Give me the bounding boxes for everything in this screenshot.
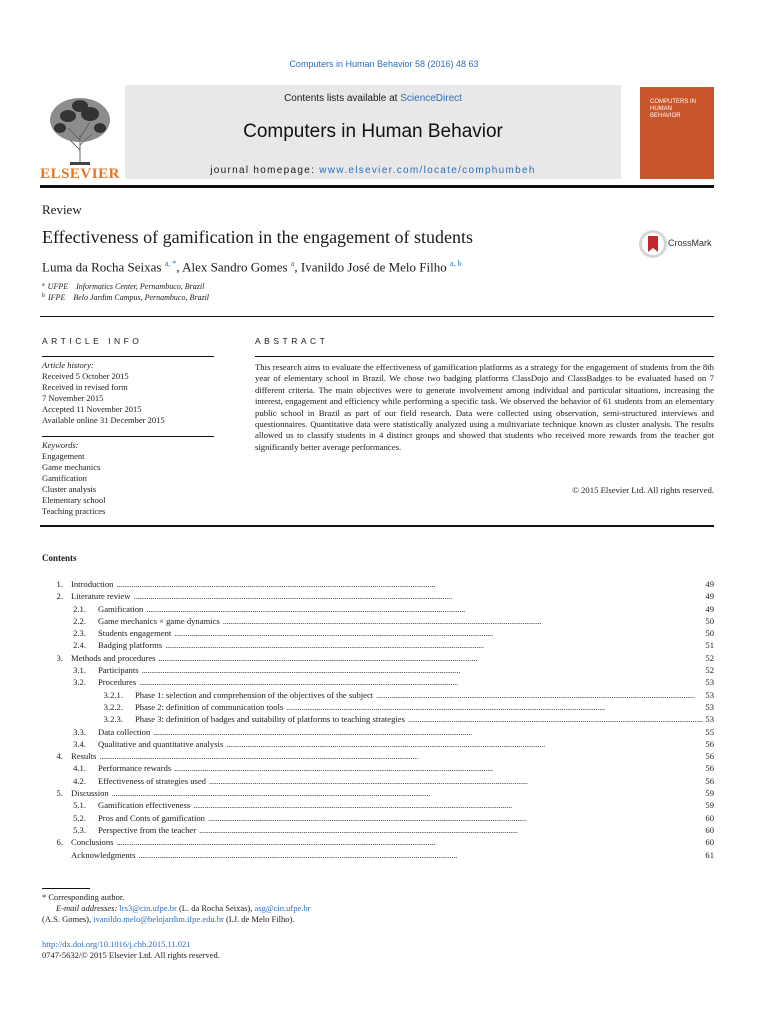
affiliation-marker: b — [42, 293, 45, 299]
toc-entry-page[interactable]: 56 — [705, 738, 714, 749]
toc-entry-number: 2.3. — [73, 628, 86, 639]
table-of-contents — [42, 578, 714, 861]
toc-leader-dots — [286, 701, 703, 713]
email-label: E-mail addresses: — [56, 903, 118, 913]
toc-leader-dots — [99, 750, 703, 762]
toc-entry-label[interactable]: Students engagement — [98, 628, 172, 639]
affiliation-text: IFPE Belo Jardim Campus, Pernambuco, Brazil — [48, 293, 210, 302]
history-line: Received 5 October 2015 — [42, 371, 129, 381]
toc-entry-page[interactable]: 56 — [705, 751, 714, 762]
toc-entry-page[interactable]: 50 — [705, 628, 714, 639]
email-addresses-line-2 — [42, 914, 294, 925]
journal-homepage-line — [125, 165, 621, 176]
toc-entry-label[interactable]: Literature review — [71, 591, 131, 602]
toc-entry-number: 5. — [56, 788, 63, 799]
keyword: Gamification — [42, 473, 87, 483]
toc-leader-dots — [165, 639, 703, 651]
info-rule — [42, 356, 214, 357]
sciencedirect-link[interactable]: ScienceDirect — [400, 93, 462, 104]
toc-entry-number: 3.2.1. — [103, 689, 123, 700]
toc-entry-number: 1. — [56, 579, 63, 589]
toc-entry-page[interactable]: 60 — [705, 824, 714, 835]
toc-entry-number: 5.1. — [73, 800, 86, 811]
keyword: Elementary school — [42, 495, 106, 505]
toc-entry-page[interactable]: 49 — [705, 579, 714, 589]
author-name[interactable]: Alex Sandro Gomes — [182, 259, 288, 275]
toc-entry-page[interactable]: 49 — [705, 591, 714, 602]
history-label: Article history: — [42, 360, 94, 370]
author-affiliation-marker[interactable]: a, b — [450, 259, 462, 268]
keyword: Teaching practices — [42, 506, 106, 516]
toc-entry[interactable] — [42, 615, 714, 627]
toc-entry-page[interactable]: 49 — [705, 603, 714, 614]
toc-entry-page[interactable]: 53 — [705, 689, 714, 700]
abstract-bottom-divider — [40, 525, 714, 527]
contents-available-line — [125, 93, 621, 104]
toc-entry-number: 5.3. — [73, 824, 86, 835]
toc-entry-label[interactable]: Acknowledgments — [71, 849, 136, 860]
toc-leader-dots — [116, 578, 703, 590]
crossmark-icon[interactable] — [638, 229, 668, 259]
toc-entry[interactable] — [42, 738, 714, 750]
toc-entry-number: 6. — [56, 837, 63, 848]
history-line: 7 November 2015 — [42, 393, 104, 403]
journal-reference[interactable]: Computers in Human Behavior 58 (2016) 48 63 — [289, 59, 479, 69]
toc-entry[interactable] — [42, 775, 714, 787]
homepage-prefix: journal homepage: — [210, 165, 320, 176]
abstract-heading: ABSTRACT — [255, 336, 329, 346]
toc-leader-dots — [153, 726, 703, 738]
email-link[interactable]: lrs3@cin.ufpe.br — [119, 903, 177, 913]
toc-entry-number: 4. — [56, 751, 63, 762]
history-line: Accepted 11 November 2015 — [42, 404, 142, 414]
toc-leader-dots — [146, 603, 703, 615]
toc-entry-page[interactable]: 56 — [705, 775, 714, 786]
elsevier-wordmark: ELSEVIER — [40, 166, 120, 182]
toc-entry[interactable] — [42, 603, 714, 615]
toc-entry-label[interactable]: Phase 1: selection and comprehension of the objectives of the subject — [135, 689, 374, 700]
toc-entry-label[interactable]: Qualitative and quantitative analysis — [98, 738, 224, 749]
toc-leader-dots — [193, 799, 703, 811]
toc-entry-label[interactable]: Conclusions — [71, 837, 114, 848]
toc-entry-number: 3.1. — [73, 665, 86, 676]
toc-entry-label[interactable]: Gamification — [98, 603, 144, 614]
toc-entry[interactable] — [42, 701, 714, 713]
toc-entry-number: 3.2.2. — [103, 701, 123, 712]
toc-entry-label[interactable]: Game mechanics × game dynamics — [98, 615, 220, 626]
toc-entry-page[interactable]: 53 — [705, 714, 714, 725]
toc-entry-label[interactable]: Badging platforms — [98, 640, 163, 651]
author-list: Luma da Rocha Seixas $^{a, *}$, Alex Sandro Gomes $^a$, Ivanildo José de Melo Filho $^{a, b}$ — [42, 259, 462, 275]
toc-leader-dots — [223, 615, 704, 627]
toc-entry-label[interactable]: Phase 2: definition of communication tools — [135, 701, 284, 712]
toc-entry-label[interactable]: Methods and procedures — [71, 652, 156, 663]
toc-entry-label[interactable]: Data collection — [98, 726, 151, 737]
toc-leader-dots — [226, 738, 703, 750]
contents-prefix: Contents lists available at — [284, 93, 401, 104]
toc-entry-page[interactable]: 55 — [705, 726, 714, 737]
affiliation-marker: a — [42, 282, 45, 288]
toc-entry[interactable] — [42, 664, 714, 676]
toc-entry[interactable] — [42, 726, 714, 738]
toc-entry[interactable] — [42, 639, 714, 651]
toc-leader-dots — [199, 824, 703, 836]
toc-entry-page[interactable]: 60 — [705, 837, 714, 848]
toc-entry-page[interactable]: 59 — [705, 788, 714, 799]
journal-cover-thumbnail[interactable] — [640, 87, 714, 179]
toc-entry-label[interactable]: Results — [71, 751, 97, 762]
toc-entry-page[interactable]: 51 — [705, 640, 714, 651]
toc-entry[interactable] — [42, 836, 714, 848]
toc-entry[interactable] — [42, 812, 714, 824]
email-owner: (I.J. de Melo Filho). — [225, 914, 295, 924]
article-type: Review — [42, 202, 82, 217]
toc-entry-number: 2.2. — [73, 615, 86, 626]
author-affiliation-marker[interactable]: a, * — [164, 259, 177, 268]
toc-entry-number: 4.2. — [73, 775, 86, 786]
email-link[interactable]: asg@cin.ufpe.br — [254, 903, 311, 913]
toc-entry[interactable] — [42, 689, 714, 701]
toc-entry-number: 3. — [56, 652, 63, 663]
toc-entry[interactable] — [42, 799, 714, 811]
abstract-rule — [255, 356, 714, 357]
toc-entry-label[interactable]: Performance rewards — [98, 763, 172, 774]
toc-leader-dots — [209, 775, 703, 787]
author-name[interactable]: Luma da Rocha Seixas — [42, 259, 162, 275]
toc-leader-dots — [142, 664, 704, 676]
toc-leader-dots — [138, 849, 703, 861]
toc-entry-page[interactable]: 53 — [705, 701, 714, 712]
crossmark-label[interactable]: CrossMark — [668, 238, 712, 248]
toc-entry[interactable] — [42, 590, 714, 602]
keyword: Game mechanics — [42, 462, 101, 472]
toc-leader-dots — [408, 713, 703, 725]
toc-leader-dots — [208, 812, 703, 824]
toc-entry-page[interactable]: 53 — [705, 677, 714, 688]
article-history — [42, 360, 214, 426]
toc-entry-label[interactable]: Procedures — [98, 677, 137, 688]
toc-entry[interactable] — [42, 713, 714, 725]
toc-leader-dots — [139, 676, 703, 688]
toc-entry-label[interactable]: Participants — [98, 665, 139, 676]
toc-entry[interactable] — [42, 627, 714, 639]
affiliation-text: UFPE Informatics Center, Pernambuco, Brazil — [47, 282, 205, 291]
article-title: Effectiveness of gamification in the engagement of students — [42, 227, 474, 247]
affiliation — [42, 282, 204, 291]
toc-leader-dots — [112, 787, 704, 799]
toc-entry[interactable] — [42, 578, 714, 590]
cover-title: COMPUTERS IN HUMAN BEHAVIOR — [650, 99, 697, 119]
toc-entry-label[interactable]: Effectiveness of strategies used — [98, 775, 206, 786]
email-owner: (A.S. Gomes), — [42, 914, 92, 924]
toc-entry-number: 5.2. — [73, 812, 86, 823]
abstract-text: This research aims to evaluate the effectiveness of gamification platforms as a strategy for the engagement of students from the 8th year of elementary school in Brazil. We chose two badging platforms ClassDojo and ClassBadges to be evaluated based on 7 different criteria. The main objectives were to generate involvement among individual and particular situations, increasing the interest, engagement and efficiency while performing a specific task. We observed the behavior of 61 students from an elementary public school in Brazil as part of our field research. Data were collected using observation, semi-structured interviews and questionnaires. Quantitative data were statistically analyzed using a multivariate technique known as cluster analysis. The results allowed us to classify students in 4 distinct groups and showed that students who received more rewards from the teacher got significantly better average performances. — [255, 362, 714, 452]
toc-leader-dots — [174, 762, 703, 774]
author-affiliation-marker[interactable]: a — [290, 259, 295, 268]
toc-entry-number: 2.4. — [73, 640, 86, 651]
issn-copyright: 0747-5632/© 2015 Elsevier Ltd. All rights reserved. — [42, 950, 220, 960]
toc-entry-page[interactable]: 52 — [705, 665, 714, 676]
toc-entry-label[interactable]: Introduction — [71, 579, 114, 589]
toc-entry-number: 3.2.3. — [103, 714, 123, 725]
toc-leader-dots — [376, 689, 703, 701]
section-divider — [40, 316, 714, 317]
email-owner: (L. da Rocha Seixas), — [178, 903, 253, 913]
journal-title: Computers in Human Behavior — [243, 121, 503, 142]
email-link[interactable]: ivanildo.melo@belojardim.ifpe.edu.br — [93, 914, 224, 924]
toc-entry[interactable] — [42, 787, 714, 799]
toc-entry[interactable] — [42, 824, 714, 836]
toc-leader-dots — [174, 627, 703, 639]
keywords-list — [42, 440, 214, 517]
abstract-copyright: © 2015 Elsevier Ltd. All rights reserved. — [572, 485, 714, 495]
toc-entry-number: 2.1. — [73, 603, 86, 614]
toc-entry-number: 3.2. — [73, 677, 86, 688]
homepage-link[interactable]: www.elsevier.com/locate/comphumbeh — [319, 165, 536, 176]
toc-entry-page[interactable]: 59 — [705, 800, 714, 811]
history-line: Available online 31 December 2015 — [42, 415, 165, 425]
toc-entry-page[interactable]: 52 — [705, 652, 714, 663]
keywords-label: Keywords: — [42, 440, 79, 450]
toc-entry-page[interactable]: 56 — [705, 763, 714, 774]
toc-entry-label[interactable]: Gamification effectiveness — [98, 800, 191, 811]
toc-entry-label[interactable]: Perspective from the teacher — [98, 824, 197, 835]
journal-header-band — [125, 85, 621, 179]
toc-entry[interactable] — [42, 652, 714, 664]
toc-entry-number: 2. — [56, 591, 63, 602]
affiliation — [42, 293, 209, 302]
toc-leader-dots — [158, 652, 703, 664]
corresponding-author-note: * Corresponding author. — [42, 892, 125, 902]
toc-entry-number: 4.1. — [73, 763, 86, 774]
toc-entry-label[interactable]: Phase 3: definition of badges and suitability of platforms to teaching strategies — [135, 714, 405, 725]
toc-entry[interactable] — [42, 849, 714, 861]
article-info-heading: ARTICLE INFO — [42, 336, 143, 346]
keyword: Cluster analysis — [42, 484, 97, 494]
toc-leader-dots — [117, 836, 704, 848]
toc-entry-page[interactable]: 60 — [705, 812, 714, 823]
toc-entry[interactable] — [42, 750, 714, 762]
toc-entry[interactable] — [42, 676, 714, 688]
toc-entry-label[interactable]: Pros and Conts of gamification — [98, 812, 205, 823]
email-addresses-line — [56, 903, 311, 914]
toc-leader-dots — [133, 590, 703, 602]
contents-heading: Contents — [42, 553, 77, 563]
header-divider — [40, 185, 714, 188]
doi-link[interactable]: http://dx.doi.org/10.1016/j.chb.2015.11.021 — [42, 939, 191, 949]
toc-entry-page[interactable]: 50 — [705, 615, 714, 626]
history-line: Received in revised form — [42, 382, 128, 392]
toc-entry-number: 3.4. — [73, 738, 86, 749]
toc-entry[interactable] — [42, 762, 714, 774]
toc-entry-page[interactable]: 61 — [705, 849, 714, 860]
toc-entry-label[interactable]: Discussion — [71, 788, 109, 799]
info-rule — [42, 436, 214, 437]
keyword: Engagement — [42, 451, 85, 461]
toc-entry-number: 3.3. — [73, 726, 86, 737]
author-name[interactable]: Ivanildo José de Melo Filho — [300, 259, 447, 275]
footnote-rule — [42, 888, 90, 889]
